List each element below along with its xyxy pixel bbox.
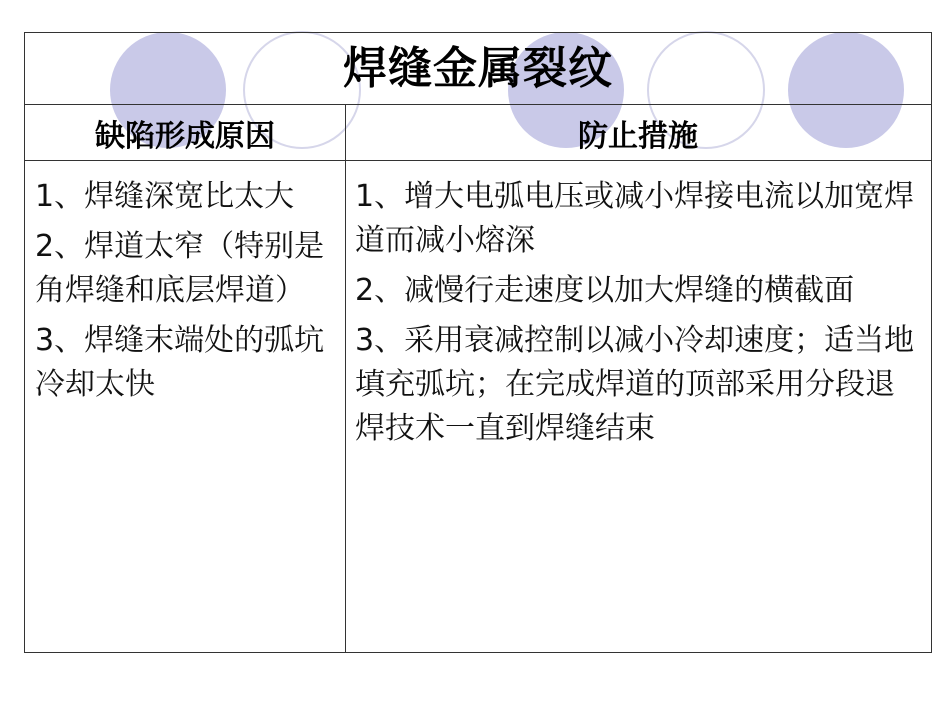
measures-cell (355, 163, 921, 451)
causes-cell (35, 163, 335, 407)
column-divider (345, 105, 346, 652)
measure-item: 3、采用衰减控制以减小冷却速度；适当地填充弧坑；在完成焊道的顶部采用分段退焊技术一直到焊缝结束 (355, 323, 915, 446)
column-header-measures: 防止措施 (578, 118, 698, 154)
cause-item: 2、焊道太窄（特别是角焊缝和底层焊道） (35, 229, 325, 308)
cause-item: 3、焊缝末端处的弧坑冷却太快 (35, 323, 325, 402)
cause-item: 1、焊缝深宽比太大 (35, 179, 295, 214)
measure-item: 2、减慢行走速度以加大焊缝的横截面 (355, 273, 855, 308)
page-title: 焊缝金属裂纹 (343, 42, 613, 94)
column-header-causes: 缺陷形成原因 (95, 118, 275, 154)
defect-table (24, 32, 932, 653)
measure-item: 1、增大电弧电压或减小焊接电流以加宽焊道而减小熔深 (355, 179, 915, 258)
header-row (25, 105, 931, 161)
title-row (25, 33, 931, 105)
